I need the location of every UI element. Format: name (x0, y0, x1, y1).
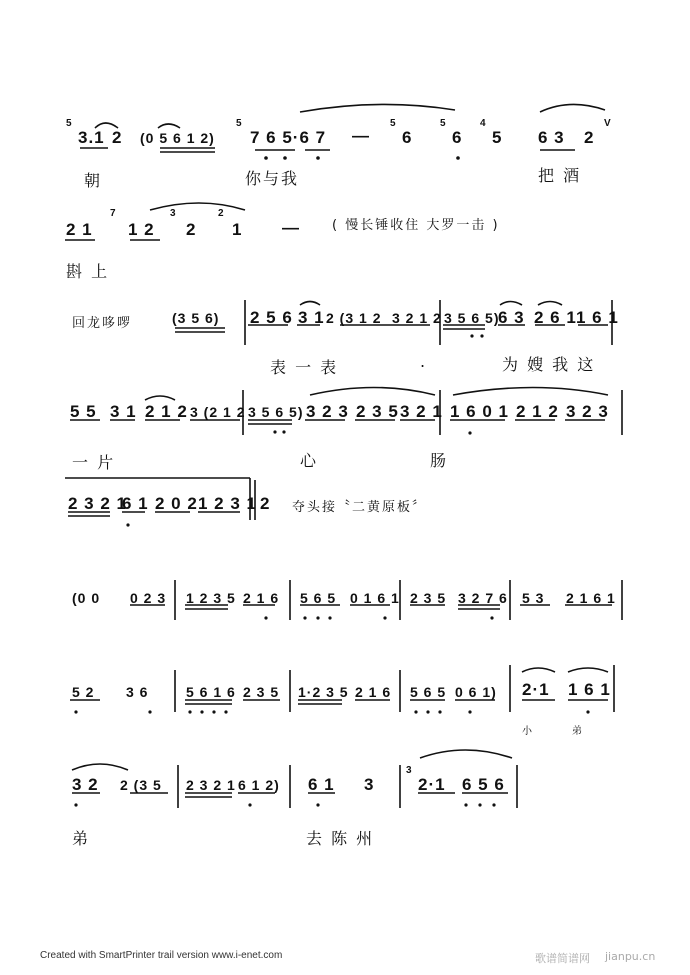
lyric: 心 (300, 451, 319, 470)
lyric: 把 酒 (538, 166, 582, 185)
note-group: 3 2 3 (566, 402, 609, 421)
note-group: (3 5 6) (172, 310, 220, 326)
note-group: 3 5 6 5) (444, 310, 500, 326)
note-group: 3 2 1 (400, 402, 443, 421)
note-group: 3 2 7 6 (458, 590, 508, 606)
performance-note: 夺头接〝二黄原板〞 (292, 500, 428, 515)
lyric: 弟 (72, 829, 91, 848)
note-group: 2 (112, 128, 123, 147)
grace-note: 3 (406, 765, 412, 776)
grace-note: 7 (110, 208, 116, 219)
note-group: 1 2 (128, 220, 155, 239)
note-group: 3 2 3 (306, 402, 349, 421)
lyric: 朝 (84, 171, 103, 190)
note-group: 6 (452, 128, 463, 147)
note-group: 3 2 (72, 775, 99, 794)
breath-mark: V (604, 118, 611, 129)
note-group: 6 1 2) (238, 777, 280, 793)
note-group: 1 6 1 (576, 308, 619, 327)
note-group: 2 1 2 (516, 402, 559, 421)
note-group: 3 (2 1 2 (190, 404, 246, 420)
note-group: 6 3 (498, 308, 525, 327)
note-group: 3 (364, 775, 375, 794)
grace-note: 5 (440, 118, 446, 129)
grace-note: 2 (218, 208, 224, 219)
note-group: (0 5 6 1 2) (140, 130, 215, 146)
note-group: 2·1 (522, 680, 550, 699)
note-group: 2 1 (66, 220, 93, 239)
note-group: 2 1 6 (243, 590, 280, 606)
lyric: 表 一 表 (270, 358, 339, 377)
note-group: 0 2 3 (130, 590, 167, 606)
note-group: 2 0 2 (155, 494, 198, 513)
note-group: 6 1 (308, 775, 335, 794)
note-group: 2 (584, 128, 595, 147)
note-group: 1 2 3 1 (198, 494, 257, 513)
watermark-url: jianpu.cn (605, 950, 656, 963)
grace-note: 4 (480, 118, 486, 129)
lyric: 肠 (430, 451, 449, 470)
note-group: 2 3 2 1 (68, 494, 127, 513)
note-group: 6 3 (538, 128, 565, 147)
note-group: 2 1 6 1 (566, 590, 616, 606)
note-group: 5 2 (72, 684, 95, 700)
note-group: 0 1 6 1 (350, 590, 400, 606)
note-group: 3 5 6 5) (248, 404, 304, 420)
note-group: 2 (260, 494, 271, 513)
dash: — (352, 126, 370, 145)
lyric: 去 陈 州 (306, 829, 375, 848)
note-group: 2 (186, 220, 197, 239)
grace-note: 3 (170, 208, 176, 219)
lyric: . (420, 352, 428, 371)
note-group: 5 5 (70, 402, 97, 421)
note-group: 2 3 5 (410, 590, 447, 606)
grace-note: 5 (236, 118, 242, 129)
note-group: 2 3 5 (356, 402, 399, 421)
note-group: 2 5 6 (250, 308, 293, 327)
note-group: 1 (232, 220, 243, 239)
footer-credit: Created with SmartPrinter trail version www.i-enet.com (40, 950, 283, 961)
note-group: 3 1 (298, 308, 325, 327)
lyric: 斟 上 (66, 262, 110, 281)
note-group: 2 1 2 (145, 402, 188, 421)
note-group: 0 6 1) (455, 684, 497, 700)
note-group: 1 6 0 1 (450, 402, 509, 421)
dash: — (282, 218, 300, 237)
grace-note: 5 (66, 118, 72, 129)
section-label: 回龙哆啰 (72, 316, 133, 331)
note-group: 6 1 (122, 494, 149, 513)
note-group: (0 0 (72, 590, 101, 606)
note-group: 2 (3 5 (120, 777, 162, 793)
grace-note: 5 (390, 118, 396, 129)
note-group: 3 6 (126, 684, 149, 700)
note-group: 2 (3 1 2 (326, 310, 382, 326)
note-group: 2 6 1 (534, 308, 577, 327)
performance-note: ( 慢长锤收住 大罗一击 ) (332, 218, 500, 233)
note-group: 7 6 5·6 7 (250, 128, 327, 147)
note-group: 2·1 (418, 775, 446, 794)
lyric: 一 片 (72, 453, 116, 472)
note-group: 1 2 3 5 (186, 590, 236, 606)
lyric: 小 (522, 726, 534, 737)
lyric: 为 嫂 我 这 (502, 355, 596, 374)
note-group: 6 (402, 128, 413, 147)
note-group: 5 6 1 6 (186, 684, 236, 700)
note-group: 5 6 5 (410, 684, 447, 700)
note-group: 2 1 6 (355, 684, 392, 700)
note-group: 5 (492, 128, 503, 147)
note-group: 5 6 5 (300, 590, 337, 606)
note-group: 3 1 (110, 402, 137, 421)
note-group: 6 5 6 (462, 775, 505, 794)
note-group: 3.1 (78, 128, 105, 147)
note-group: 1 6 1 (568, 680, 611, 699)
lyric: 你与我 (245, 169, 300, 188)
note-group: 3 2 1 2 (392, 310, 442, 326)
lyric: 弟 (572, 726, 584, 737)
note-group: 2 3 5 (243, 684, 280, 700)
note-group: 1·2 3 5 (298, 684, 349, 700)
note-group: 2 3 2 1 (186, 777, 236, 793)
note-group: 5 3 (522, 590, 545, 606)
watermark: 歌谱简谱网 (535, 952, 590, 965)
